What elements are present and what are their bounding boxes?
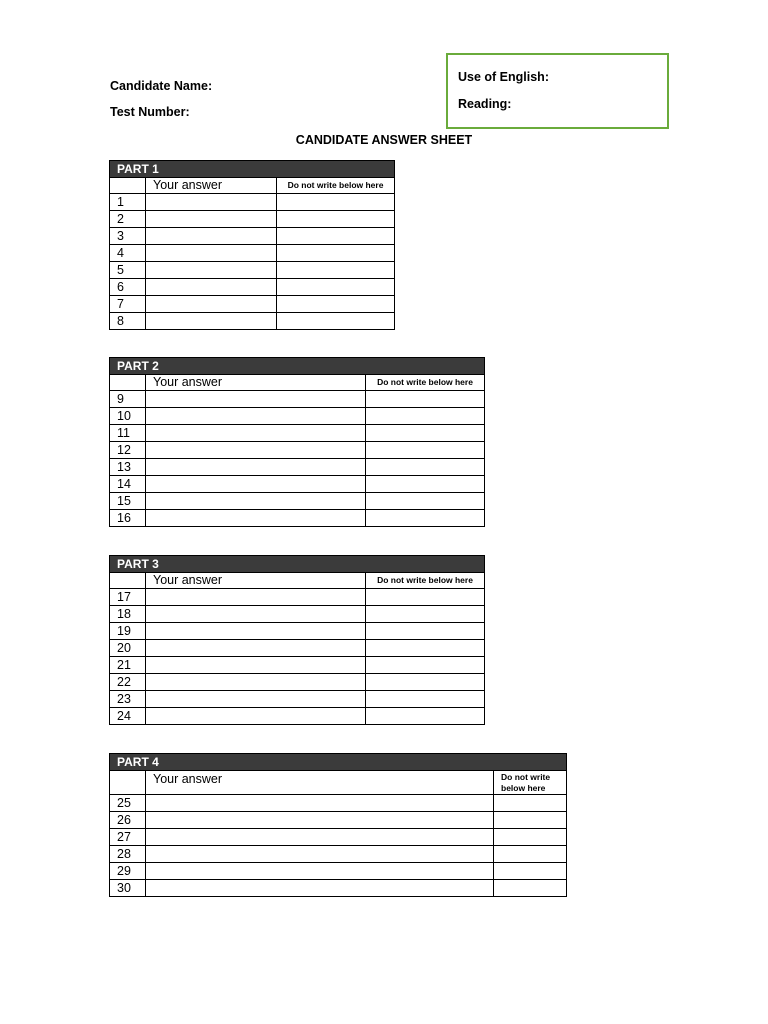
answer-cell[interactable] (146, 623, 366, 640)
answer-cell[interactable] (146, 657, 366, 674)
answer-cell[interactable] (146, 211, 277, 228)
question-number: 6 (110, 279, 146, 296)
answer-cell[interactable] (146, 313, 277, 330)
question-number: 8 (110, 313, 146, 330)
score-box (446, 53, 669, 129)
marking-cell (494, 795, 567, 812)
answer-cell[interactable] (146, 459, 366, 476)
marking-cell (494, 812, 567, 829)
question-number: 22 (110, 674, 146, 691)
answer-cell[interactable] (146, 880, 494, 897)
question-number: 3 (110, 228, 146, 245)
reading-label: Reading: (458, 97, 512, 111)
answer-cell[interactable] (146, 476, 366, 493)
marking-cell (366, 408, 485, 425)
marking-cell (366, 510, 485, 527)
marking-cell (277, 194, 395, 211)
question-number: 12 (110, 442, 146, 459)
candidate-name-label: Candidate Name: (110, 79, 213, 93)
marking-cell (366, 623, 485, 640)
marking-cell (366, 391, 485, 408)
question-number: 23 (110, 691, 146, 708)
marking-cell (366, 476, 485, 493)
question-number: 1 (110, 194, 146, 211)
answer-cell[interactable] (146, 245, 277, 262)
your-answer-header: Your answer (146, 375, 366, 391)
marking-cell (494, 863, 567, 880)
part-4-table (109, 753, 567, 897)
question-number: 13 (110, 459, 146, 476)
answer-cell[interactable] (146, 493, 366, 510)
marking-cell (277, 279, 395, 296)
answer-cell[interactable] (146, 262, 277, 279)
answer-cell[interactable] (146, 812, 494, 829)
marking-cell (277, 313, 395, 330)
answer-cell[interactable] (146, 863, 494, 880)
answer-cell[interactable] (146, 442, 366, 459)
blank-cell (110, 771, 146, 795)
blank-cell (110, 178, 146, 194)
question-number: 29 (110, 863, 146, 880)
marking-cell (366, 640, 485, 657)
question-number: 9 (110, 391, 146, 408)
question-number: 27 (110, 829, 146, 846)
marking-cell (366, 442, 485, 459)
part-4-title: PART 4 (110, 754, 567, 771)
question-number: 30 (110, 880, 146, 897)
marking-cell (366, 459, 485, 476)
do-not-write-header: Do not write below here (366, 375, 485, 391)
marking-cell (277, 211, 395, 228)
question-number: 20 (110, 640, 146, 657)
answer-cell[interactable] (146, 795, 494, 812)
marking-cell (277, 296, 395, 313)
question-number: 19 (110, 623, 146, 640)
question-number: 16 (110, 510, 146, 527)
do-not-write-header: Do not write below here (366, 573, 485, 589)
marking-cell (366, 657, 485, 674)
answer-cell[interactable] (146, 408, 366, 425)
marking-cell (277, 228, 395, 245)
question-number: 5 (110, 262, 146, 279)
marking-cell (494, 846, 567, 863)
blank-cell (110, 375, 146, 391)
do-not-write-header: Do not write below here (277, 178, 395, 194)
answer-cell[interactable] (146, 425, 366, 442)
test-number-label: Test Number: (110, 105, 190, 119)
your-answer-header: Your answer (146, 573, 366, 589)
question-number: 4 (110, 245, 146, 262)
answer-cell[interactable] (146, 691, 366, 708)
answer-cell[interactable] (146, 708, 366, 725)
page-title: CANDIDATE ANSWER SHEET (295, 133, 473, 147)
answer-cell[interactable] (146, 640, 366, 657)
answer-cell[interactable] (146, 606, 366, 623)
marking-cell (277, 262, 395, 279)
question-number: 2 (110, 211, 146, 228)
marking-cell (366, 691, 485, 708)
answer-cell[interactable] (146, 510, 366, 527)
marking-cell (366, 674, 485, 691)
answer-cell[interactable] (146, 194, 277, 211)
answer-cell[interactable] (146, 674, 366, 691)
marking-cell (366, 708, 485, 725)
question-number: 17 (110, 589, 146, 606)
blank-cell (110, 573, 146, 589)
marking-cell (366, 589, 485, 606)
answer-cell[interactable] (146, 391, 366, 408)
question-number: 28 (110, 846, 146, 863)
answer-cell[interactable] (146, 846, 494, 863)
part-1-title: PART 1 (110, 161, 395, 178)
answer-cell[interactable] (146, 279, 277, 296)
your-answer-header: Your answer (146, 178, 277, 194)
marking-cell (277, 245, 395, 262)
answer-cell[interactable] (146, 829, 494, 846)
part-2-table (109, 357, 485, 527)
marking-cell (366, 606, 485, 623)
marking-cell (494, 880, 567, 897)
question-number: 10 (110, 408, 146, 425)
do-not-write-header: Do not write below here (494, 771, 567, 795)
answer-cell[interactable] (146, 228, 277, 245)
use-of-english-label: Use of English: (458, 70, 549, 84)
your-answer-header: Your answer (146, 771, 494, 795)
question-number: 7 (110, 296, 146, 313)
answer-cell[interactable] (146, 589, 366, 606)
marking-cell (366, 425, 485, 442)
question-number: 18 (110, 606, 146, 623)
answer-cell[interactable] (146, 296, 277, 313)
marking-cell (366, 493, 485, 510)
question-number: 15 (110, 493, 146, 510)
part-3-title: PART 3 (110, 556, 485, 573)
part-1-table (109, 160, 395, 330)
question-number: 14 (110, 476, 146, 493)
question-number: 21 (110, 657, 146, 674)
question-number: 24 (110, 708, 146, 725)
question-number: 25 (110, 795, 146, 812)
part-3-table (109, 555, 485, 725)
marking-cell (494, 829, 567, 846)
question-number: 26 (110, 812, 146, 829)
question-number: 11 (110, 425, 146, 442)
part-2-title: PART 2 (110, 358, 485, 375)
